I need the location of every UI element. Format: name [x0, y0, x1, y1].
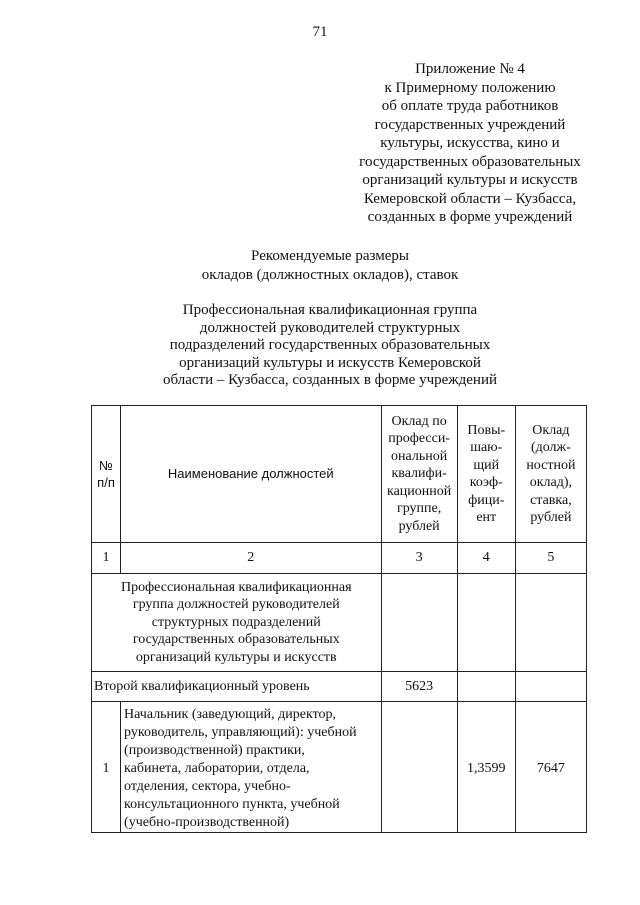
header-line: рублей: [530, 510, 572, 525]
header-line: оклад),: [529, 475, 573, 490]
position-coefficient: 1,3599: [457, 702, 515, 833]
position-salary: 7647: [515, 702, 586, 833]
column-number: 3: [381, 543, 457, 574]
document-heading: [90, 247, 570, 284]
header-line: п/п: [97, 475, 115, 490]
table-header-row: [92, 406, 587, 543]
subheading-line: должностей руководителей структурных: [199, 319, 461, 336]
header-line: ностной: [526, 457, 576, 473]
header-line: рублей: [398, 518, 440, 534]
position-name-line: (учебно-производственной): [124, 814, 290, 830]
document-subheading: [90, 302, 570, 390]
header-line: шаю-: [470, 440, 503, 455]
group-title: [92, 574, 382, 672]
position-name-line: консультационного пункта, учебной: [124, 796, 340, 812]
group-row: [92, 574, 587, 672]
salary-table: [91, 405, 587, 833]
header-line: Повы-: [467, 422, 506, 438]
column-number: 2: [121, 543, 382, 574]
header-position-name: [121, 406, 382, 543]
appendix-line: культуры, искусства, кино и: [380, 135, 560, 151]
position-name: [121, 702, 382, 833]
group-empty-cell: [381, 574, 457, 672]
column-number: 5: [515, 543, 586, 574]
appendix-line: к Примерному положению: [384, 79, 556, 96]
appendix-line: Кемеровской области – Кузбасса,: [363, 190, 577, 207]
group-line: группа должностей руководителей: [132, 597, 340, 613]
header-line: ональной: [391, 448, 448, 464]
group-line: структурных подразделений: [151, 614, 321, 630]
appendix-line: об оплате труда работников: [381, 98, 559, 114]
subheading-line: организаций культуры и искусств Кемеровской: [179, 354, 481, 371]
subheading-line: Профессиональная квалификационная группа: [182, 302, 478, 318]
header-line: ставка,: [530, 492, 572, 508]
subheading-line: области – Кузбасса, созданных в форме учреждений: [162, 372, 498, 388]
appendix-line: государственных образовательных: [359, 153, 581, 170]
position-name-line: (производственной) практики,: [124, 742, 305, 758]
header-line: кационной: [387, 483, 452, 499]
appendix-line: организаций культуры и искусств: [362, 172, 578, 188]
column-number: 4: [457, 543, 515, 574]
header-line: професси-: [388, 431, 450, 447]
header-line: фици-: [468, 492, 505, 508]
heading-line: окладов (должностных окладов), ставок: [201, 266, 459, 283]
header-number: [92, 406, 121, 543]
group-line: организаций культуры и искусств: [135, 649, 337, 665]
header-base-salary: [381, 406, 457, 543]
appendix-line: государственных учреждений: [374, 116, 566, 133]
subheading-line: подразделений государственных образовательных: [169, 337, 491, 353]
level-empty-cell: [457, 672, 515, 702]
column-number-row: [92, 543, 587, 574]
qualification-level-label: Второй квалификационный уровень: [92, 672, 382, 702]
appendix-line: Приложение № 4: [415, 61, 525, 77]
header-line: Оклад по: [391, 413, 447, 429]
position-name-line: отделения, сектора, учебно-: [124, 778, 291, 794]
group-line: государственных образовательных: [132, 632, 340, 648]
header-line: (долж-: [530, 440, 571, 455]
header-line: №: [99, 457, 113, 473]
header-line: коэф-: [469, 475, 503, 490]
header-line: группе,: [397, 501, 442, 517]
appendix-block: [352, 60, 588, 227]
position-name-line: руководитель, управляющий): учебной: [124, 724, 357, 740]
qualification-level-row: [92, 672, 587, 702]
header-line: Оклад: [532, 422, 570, 438]
header-salary: [515, 406, 586, 543]
page-number: 71: [312, 24, 328, 40]
header-line: Наименование должностей: [167, 466, 334, 482]
group-line: Профессиональная квалификационная: [121, 579, 352, 595]
table-row: [92, 702, 587, 833]
position-base-salary: [381, 702, 457, 833]
appendix-line: созданных в форме учреждений: [367, 209, 573, 225]
header-coefficient: [457, 406, 515, 543]
heading-line: Рекомендуемые размеры: [251, 248, 409, 264]
qualification-level-salary: 5623: [381, 672, 457, 702]
column-number: 1: [92, 543, 121, 574]
position-name-line: Начальник (заведующий, директор,: [124, 706, 337, 722]
header-line: ент: [476, 510, 497, 525]
level-empty-cell: [515, 672, 586, 702]
position-number: 1: [92, 702, 121, 833]
position-name-line: кабинета, лаборатории, отдела,: [124, 760, 310, 776]
group-empty-cell: [515, 574, 586, 672]
group-empty-cell: [457, 574, 515, 672]
header-line: щий: [473, 457, 500, 473]
header-line: квалифи-: [391, 466, 447, 482]
